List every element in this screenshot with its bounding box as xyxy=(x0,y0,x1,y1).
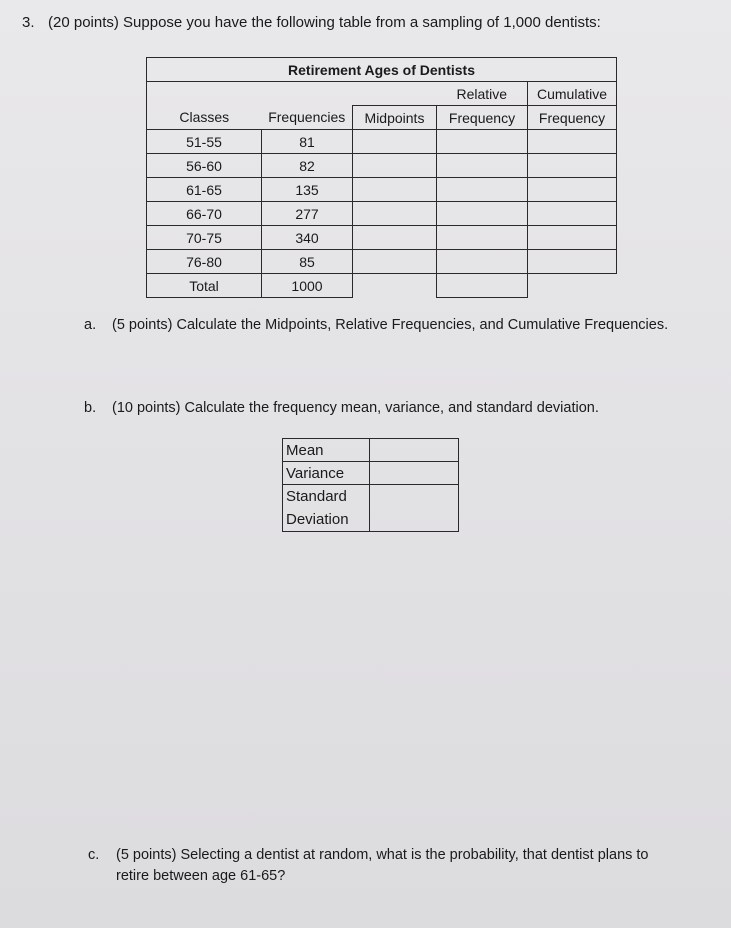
part-c-text-line-2: retire between age 61-65? xyxy=(116,868,286,884)
total-label: Total xyxy=(147,274,262,298)
relative-frequency-cell xyxy=(437,226,528,250)
midpoint-cell xyxy=(353,154,437,178)
part-b-label: b. xyxy=(84,400,97,416)
class-cell: 51-55 xyxy=(147,130,262,154)
part-a-text: (5 points) Calculate the Midpoints, Relative Frequencies, and Cumulative Frequencies. xyxy=(112,317,669,333)
class-cell: 61-65 xyxy=(147,178,262,202)
table-row xyxy=(147,130,617,154)
total-row xyxy=(147,274,617,298)
table-row xyxy=(283,439,459,462)
variance-label: Variance xyxy=(283,462,370,485)
retirement-ages-table xyxy=(146,57,617,298)
table-row xyxy=(147,178,617,202)
class-cell: 76-80 xyxy=(147,250,262,274)
header-midpoints: Midpoints xyxy=(353,106,437,130)
mean-value-cell xyxy=(370,439,459,462)
question-number: 3. xyxy=(22,14,35,31)
frequency-cell: 340 xyxy=(262,226,353,250)
header-classes: Classes xyxy=(147,106,262,130)
table-row xyxy=(147,202,617,226)
table-row xyxy=(147,250,617,274)
table-title: Retirement Ages of Dentists xyxy=(147,58,617,82)
part-c xyxy=(88,845,649,887)
class-cell: 70-75 xyxy=(147,226,262,250)
frequency-cell: 277 xyxy=(262,202,353,226)
frequency-cell: 81 xyxy=(262,130,353,154)
question-heading xyxy=(22,14,601,31)
table-row xyxy=(283,485,459,532)
midpoint-cell xyxy=(353,226,437,250)
midpoint-cell xyxy=(353,250,437,274)
part-b-text: (10 points) Calculate the frequency mean, variance, and standard deviation. xyxy=(112,400,599,416)
part-c-text-line-1: (5 points) Selecting a dentist at random, what is the probability, that dentist plans to xyxy=(116,847,649,863)
header-frequencies: Frequencies xyxy=(268,109,346,126)
standard-deviation-value-cell xyxy=(370,485,459,532)
frequency-cell: 82 xyxy=(262,154,353,178)
cumulative-frequency-cell xyxy=(528,250,617,274)
cumulative-frequency-cell xyxy=(528,154,617,178)
cumulative-frequency-cell xyxy=(528,202,617,226)
table-row xyxy=(283,462,459,485)
standard-deviation-label: Standard Deviation xyxy=(283,485,370,532)
relative-frequency-cell xyxy=(437,178,528,202)
part-c-label: c. xyxy=(88,847,100,863)
relative-frequency-cell xyxy=(437,154,528,178)
statistics-table xyxy=(282,438,459,532)
question-text: (20 points) Suppose you have the following table from a sampling of 1,000 dentists: xyxy=(48,14,601,31)
header-relative: Relative xyxy=(456,85,508,102)
part-b xyxy=(84,400,599,416)
cumulative-frequency-cell xyxy=(528,226,617,250)
cumulative-frequency-cell xyxy=(528,178,617,202)
relative-frequency-cell xyxy=(437,202,528,226)
part-a xyxy=(84,317,668,333)
frequency-cell: 135 xyxy=(262,178,353,202)
table-row xyxy=(147,154,617,178)
total-frequency: 1000 xyxy=(262,274,353,298)
table-row xyxy=(147,226,617,250)
header-cumulative: Cumulative xyxy=(528,82,617,106)
mean-label: Mean xyxy=(283,439,370,462)
frequency-cell: 85 xyxy=(262,250,353,274)
midpoint-cell xyxy=(353,202,437,226)
part-a-label: a. xyxy=(84,317,97,333)
relative-frequency-cell xyxy=(437,130,528,154)
class-cell: 66-70 xyxy=(147,202,262,226)
cumulative-frequency-cell xyxy=(528,130,617,154)
header-cumulative-frequency: Frequency xyxy=(528,106,617,130)
header-relative-frequency: Frequency xyxy=(437,106,528,130)
variance-value-cell xyxy=(370,462,459,485)
class-cell: 56-60 xyxy=(147,154,262,178)
midpoint-cell xyxy=(353,178,437,202)
relative-frequency-cell xyxy=(437,250,528,274)
total-relative-frequency-cell xyxy=(437,274,528,298)
midpoint-cell xyxy=(353,130,437,154)
